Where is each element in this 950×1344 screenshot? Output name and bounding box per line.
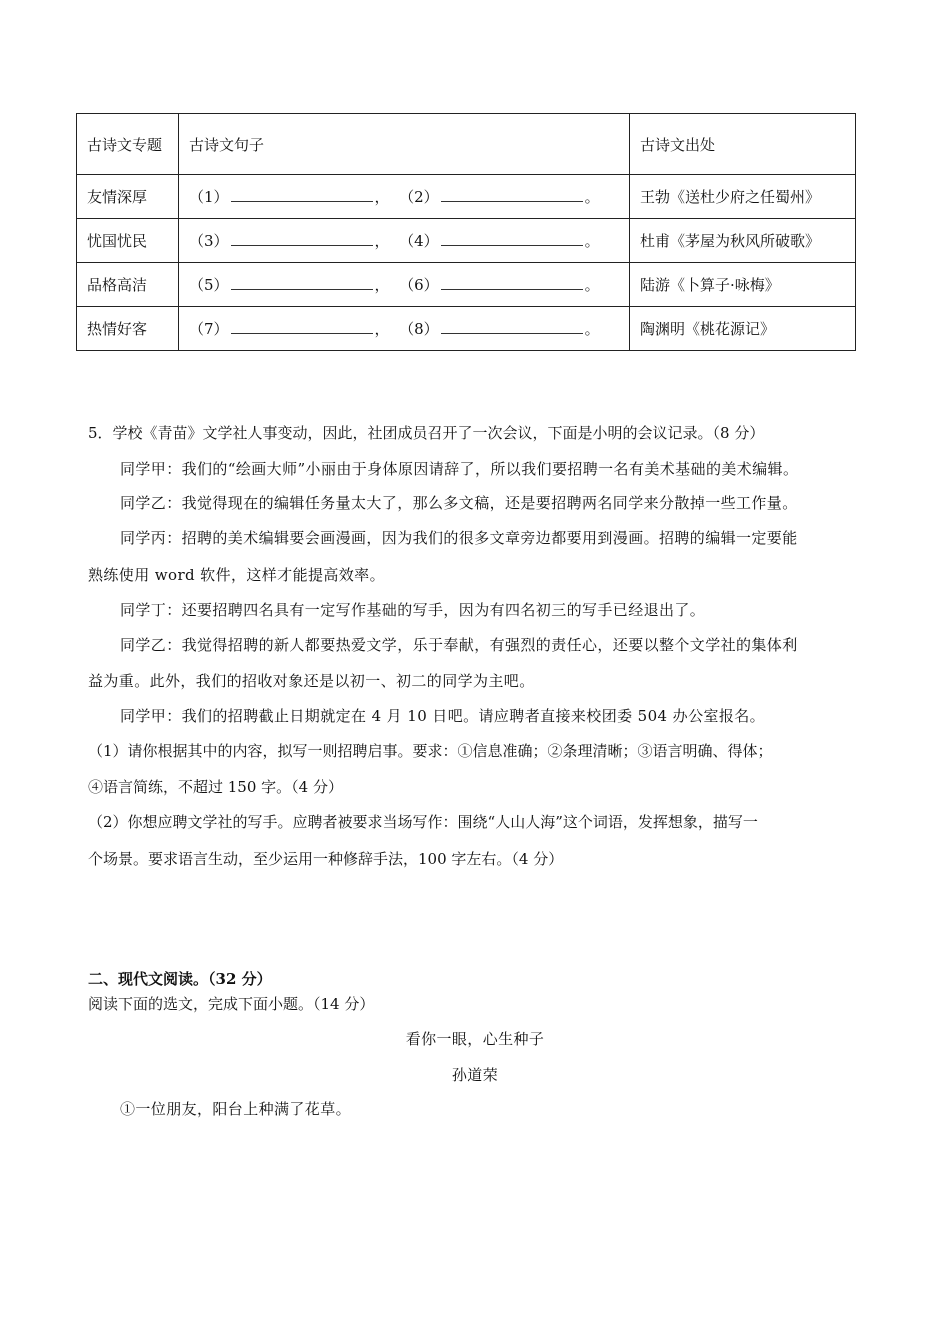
row-source: 陶渊明《桃花源记》: [630, 307, 856, 351]
table-header-row: [77, 114, 856, 175]
sub-question-1: （1）请你根据其中的内容，拟写一则招聘启事。要求：①信息准确；②条理清晰；③语言明确、得体；: [88, 742, 773, 760]
header-sentence: [179, 114, 630, 175]
period: 。: [584, 276, 600, 294]
fill-blank-8[interactable]: [441, 319, 583, 334]
table-row: [77, 263, 856, 307]
blank-number: （7）: [189, 320, 229, 338]
fill-blank-2[interactable]: [441, 187, 583, 202]
blank-number: （1）: [189, 188, 229, 206]
blank-number: （5）: [189, 276, 229, 294]
sub-question-2-cont: 个场景。要求语言生动，至少运用一种修辞手法，100 字左右。（4 分）: [88, 850, 564, 868]
fill-blank-1[interactable]: [231, 187, 373, 202]
separator: ，: [374, 276, 390, 294]
fill-blank-3[interactable]: [231, 231, 373, 246]
meeting-record-line: 熟练使用 word 软件，这样才能提高效率。: [88, 566, 385, 584]
blank-number: （6）: [399, 276, 439, 294]
table-row: [77, 307, 856, 351]
fill-blank-6[interactable]: [441, 275, 583, 290]
table-row: [77, 175, 856, 219]
meeting-record-line: 同学丙：招聘的美术编辑要会画漫画，因为我们的很多文章旁边都要用到漫画。招聘的编辑一定要能: [120, 529, 798, 547]
separator: ，: [374, 232, 390, 250]
row-theme: 忧国忧民: [77, 219, 179, 263]
row-sentence: [179, 263, 630, 307]
separator: ，: [374, 188, 390, 206]
article-paragraph: ①一位朋友，阳台上种满了花草。: [120, 1100, 352, 1118]
poem-table: [76, 113, 856, 351]
header-source: [630, 114, 856, 175]
question-5-title: 5．学校《青苗》文学社人事变动，因此，社团成员召开了一次会议，下面是小明的会议记录。（8 分）: [88, 424, 765, 442]
blank-number: （2）: [399, 188, 439, 206]
period: 。: [584, 232, 600, 250]
blank-number: （3）: [189, 232, 229, 250]
header-theme: [77, 114, 179, 175]
sub-question-1-cont: ④语言简练，不超过 150 字。（4 分）: [88, 778, 343, 796]
row-sentence: [179, 219, 630, 263]
meeting-record-line: 同学乙：我觉得招聘的新人都要热爱文学，乐于奉献，有强烈的责任心，还要以整个文学社的集体利: [120, 636, 798, 654]
table-row: [77, 219, 856, 263]
row-source: 王勃《送杜少府之任蜀州》: [630, 175, 856, 219]
period: 。: [584, 188, 600, 206]
row-theme: 品格高洁: [77, 263, 179, 307]
row-sentence: [179, 175, 630, 219]
reading-instruction: 阅读下面的选文，完成下面小题。（14 分）: [88, 995, 375, 1013]
fill-blank-5[interactable]: [231, 275, 373, 290]
row-theme: 友情深厚: [77, 175, 179, 219]
row-sentence: [179, 307, 630, 351]
row-source: 杜甫《茅屋为秋风所破歌》: [630, 219, 856, 263]
period: 。: [584, 320, 600, 338]
row-theme: 热情好客: [77, 307, 179, 351]
blank-number: （4）: [399, 232, 439, 250]
header-source-text: 古诗文出处: [640, 135, 716, 154]
separator: ，: [374, 320, 390, 338]
row-source: 陆游《卜算子·咏梅》: [630, 263, 856, 307]
meeting-record-line: 同学甲：我们的“绘画大师”小丽由于身体原因请辞了，所以我们要招聘一名有美术基础的美术编辑。: [120, 460, 799, 478]
article-title: 看你一眼，心生种子: [405, 1030, 545, 1048]
meeting-record-line: 同学乙：我觉得现在的编辑任务量太大了，那么多文稿，还是要招聘两名同学来分散掉一些工作量。: [120, 494, 798, 512]
article-author: 孙道荣: [451, 1066, 499, 1084]
meeting-record-line: 益为重。此外，我们的招收对象还是以初一、初二的同学为主吧。: [88, 672, 535, 690]
header-theme-text: 古诗文专题: [87, 135, 163, 154]
fill-blank-7[interactable]: [231, 319, 373, 334]
blank-number: （8）: [399, 320, 439, 338]
sub-question-2: （2）你想应聘文学社的写手。应聘者被要求当场写作：围绕“人山人海”这个词语，发挥想象，描写一: [88, 813, 758, 831]
fill-blank-4[interactable]: [441, 231, 583, 246]
meeting-record-line: 同学丁：还要招聘四名具有一定写作基础的写手，因为有四名初三的写手已经退出了。: [120, 601, 706, 619]
header-sentence-text: 古诗文句子: [189, 135, 265, 154]
meeting-record-line: 同学甲：我们的招聘截止日期就定在 4 月 10 日吧。请应聘者直接来校团委 504 办公室报名。: [120, 707, 766, 725]
section-heading: 二、现代文阅读。（32 分）: [88, 970, 272, 988]
